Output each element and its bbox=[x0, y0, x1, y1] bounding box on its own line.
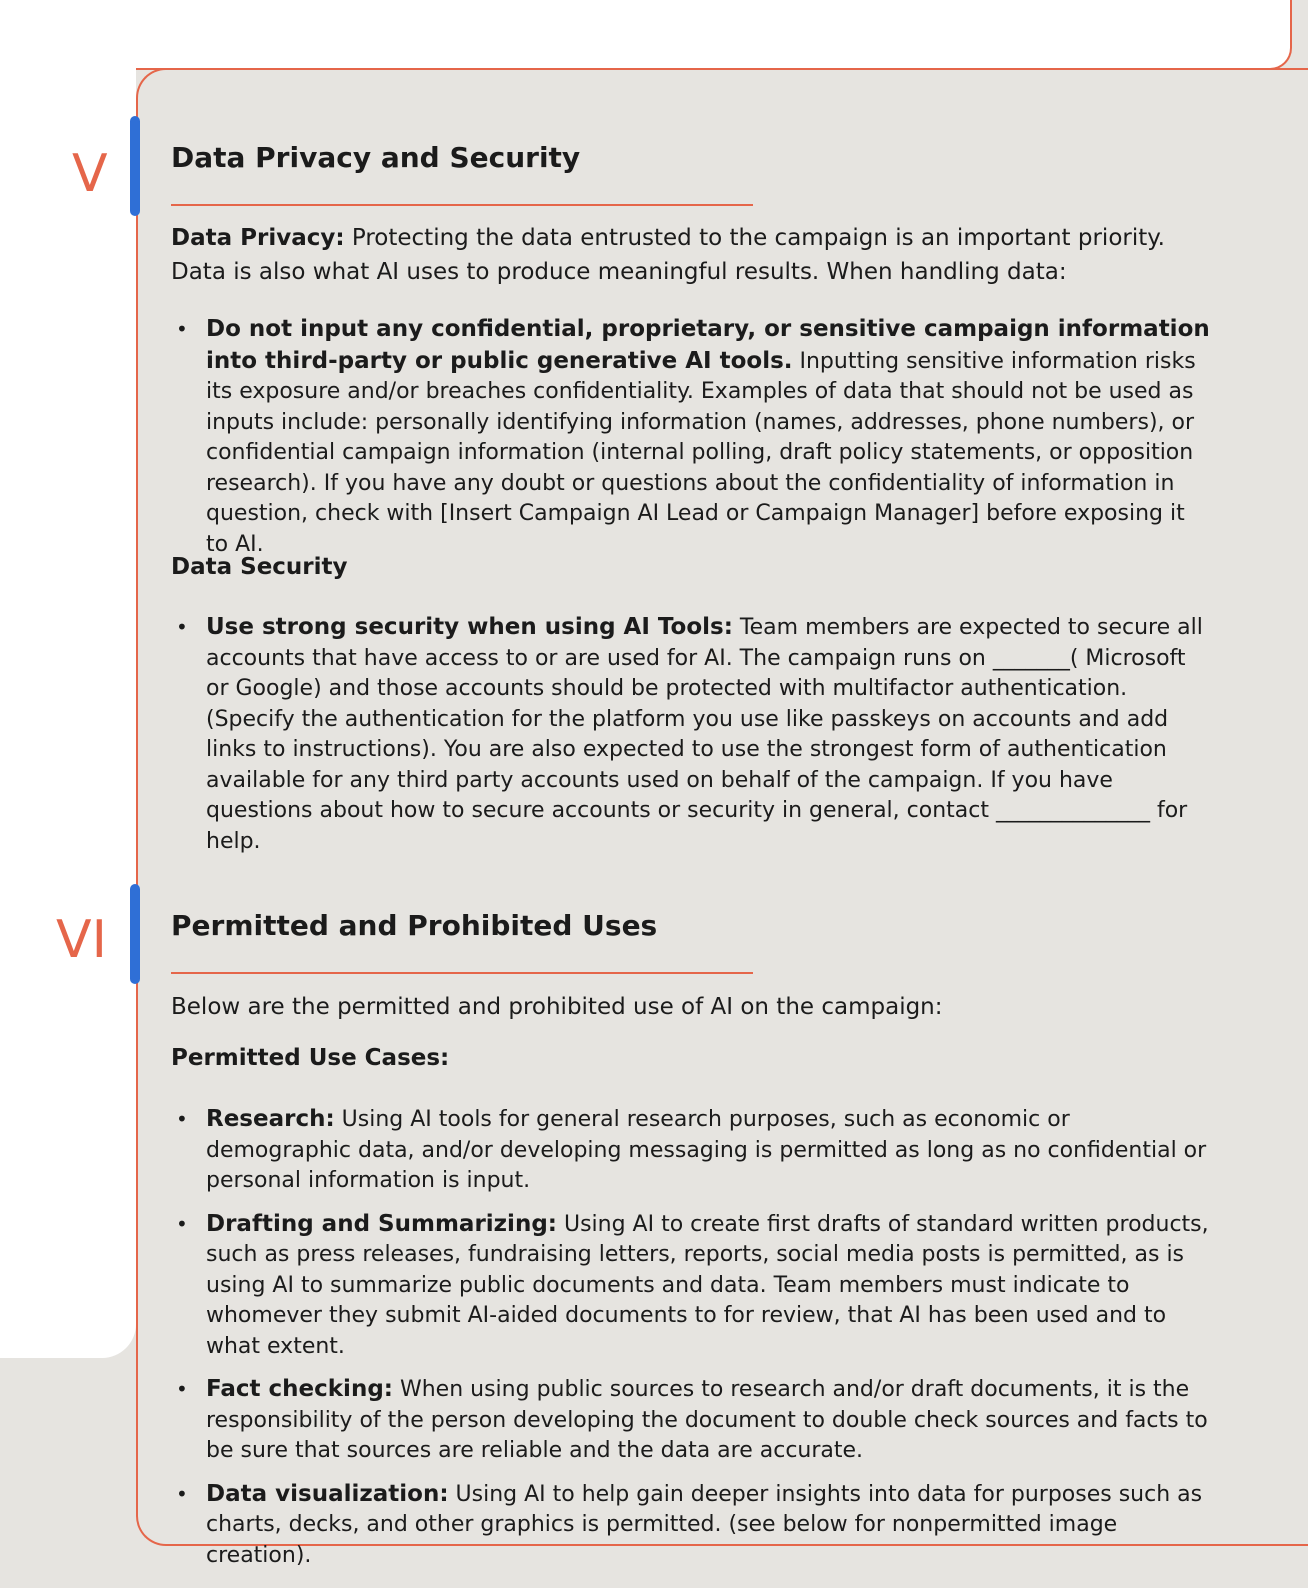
permitted-bullet-list bbox=[171, 1104, 1211, 1571]
list-item bbox=[171, 314, 1211, 560]
data-security-heading: Data Security bbox=[171, 554, 348, 580]
section-v-title: Data Privacy and Security bbox=[171, 141, 581, 174]
section-vi-intro: Below are the permitted and prohibited use of AI on the campaign: bbox=[171, 994, 943, 1020]
bullet-text: Team members are expected to secure all accounts that have access to or are used for AI. The campaign runs on _______( Microsoft or Google) and those accounts should be protected with multifactor authentication. (Specify the authentication for the platform you use like passkeys on accounts and add links to instructions). You are also expected to use the strongest form of authentication available for any third party accounts used on behalf of the campaign. If you have questions about how to secure accounts or security in general, contact ______________ for help. bbox=[206, 615, 1203, 854]
list-item bbox=[171, 1209, 1211, 1363]
bullet-text: Using AI tools for general research purposes, such as economic or demographic data, and/or developing messaging is permitted as long as no confidential or personal information is input. bbox=[206, 1107, 1207, 1193]
list-item bbox=[171, 1374, 1211, 1467]
data-privacy-text: Protecting the data entrusted to the campaign is an important priority. Data is also what AI uses to produce meaningful results. When handling data: bbox=[171, 225, 1165, 285]
bullet-text: Inputting sensitive information risks its exposure and/or breaches confidentiality. Examples of data that should not be used as inputs include: personally identifying information (names, addresses, phone numbers), or confidential campaign information (internal polling, draft policy statements, or opposition research). If you have any doubt or questions about the confidentiality of information in question, check with [Insert Campaign AI Lead or Campaign Manager] before exposing it to AI. bbox=[206, 348, 1196, 557]
bullet-lead: Fact checking: bbox=[206, 1376, 393, 1402]
left-margin-area bbox=[0, 68, 136, 1358]
permitted-use-heading: Permitted Use Cases: bbox=[171, 1045, 450, 1071]
section-vi-accent-bar bbox=[130, 884, 140, 984]
section-v-numeral: V bbox=[72, 144, 108, 204]
section-vi-numeral: VI bbox=[56, 910, 107, 970]
data-privacy-paragraph bbox=[171, 221, 1211, 289]
bullet-lead: Research: bbox=[206, 1106, 335, 1132]
bullet-lead: Do not input any confidential, proprietary, or sensitive campaign information into third-party or public generative AI tools. bbox=[206, 316, 1210, 374]
section-vi-divider bbox=[171, 972, 753, 974]
bullet-lead: Use strong security when using AI Tools: bbox=[206, 614, 733, 640]
list-item bbox=[171, 1104, 1211, 1197]
list-item bbox=[171, 612, 1211, 857]
section-v-accent-bar bbox=[130, 116, 140, 216]
section-v-divider bbox=[171, 204, 753, 206]
bullet-text: Using AI to create first drafts of standard written products, such as press releases, fundraising letters, reports, social media posts is permitted, as is using AI to summarize public documents and data. Team members must indicate to whomever they submit AI-aided documents to for review, that AI has been used and to what extent. bbox=[206, 1211, 1209, 1359]
bullet-lead: Data visualization: bbox=[206, 1480, 449, 1507]
bullet-text: Using AI to help gain deeper insights into data for purposes such as charts, decks, and other graphics is permitted. (see below for nonpermitted image creation). bbox=[206, 1481, 1203, 1568]
data-privacy-label: Data Privacy: bbox=[171, 225, 345, 251]
list-item bbox=[171, 1479, 1211, 1572]
security-bullet-list bbox=[171, 612, 1211, 857]
privacy-bullet-list bbox=[171, 314, 1211, 560]
previous-page-card bbox=[0, 0, 1292, 70]
section-vi-title: Permitted and Prohibited Uses bbox=[171, 909, 658, 942]
bullet-text: When using public sources to research and/or draft documents, it is the responsibility of the person developing the document to double check sources and facts to be sure that sources are reliable and the data are accurate. bbox=[206, 1377, 1208, 1463]
bullet-lead: Drafting and Summarizing: bbox=[206, 1210, 557, 1237]
